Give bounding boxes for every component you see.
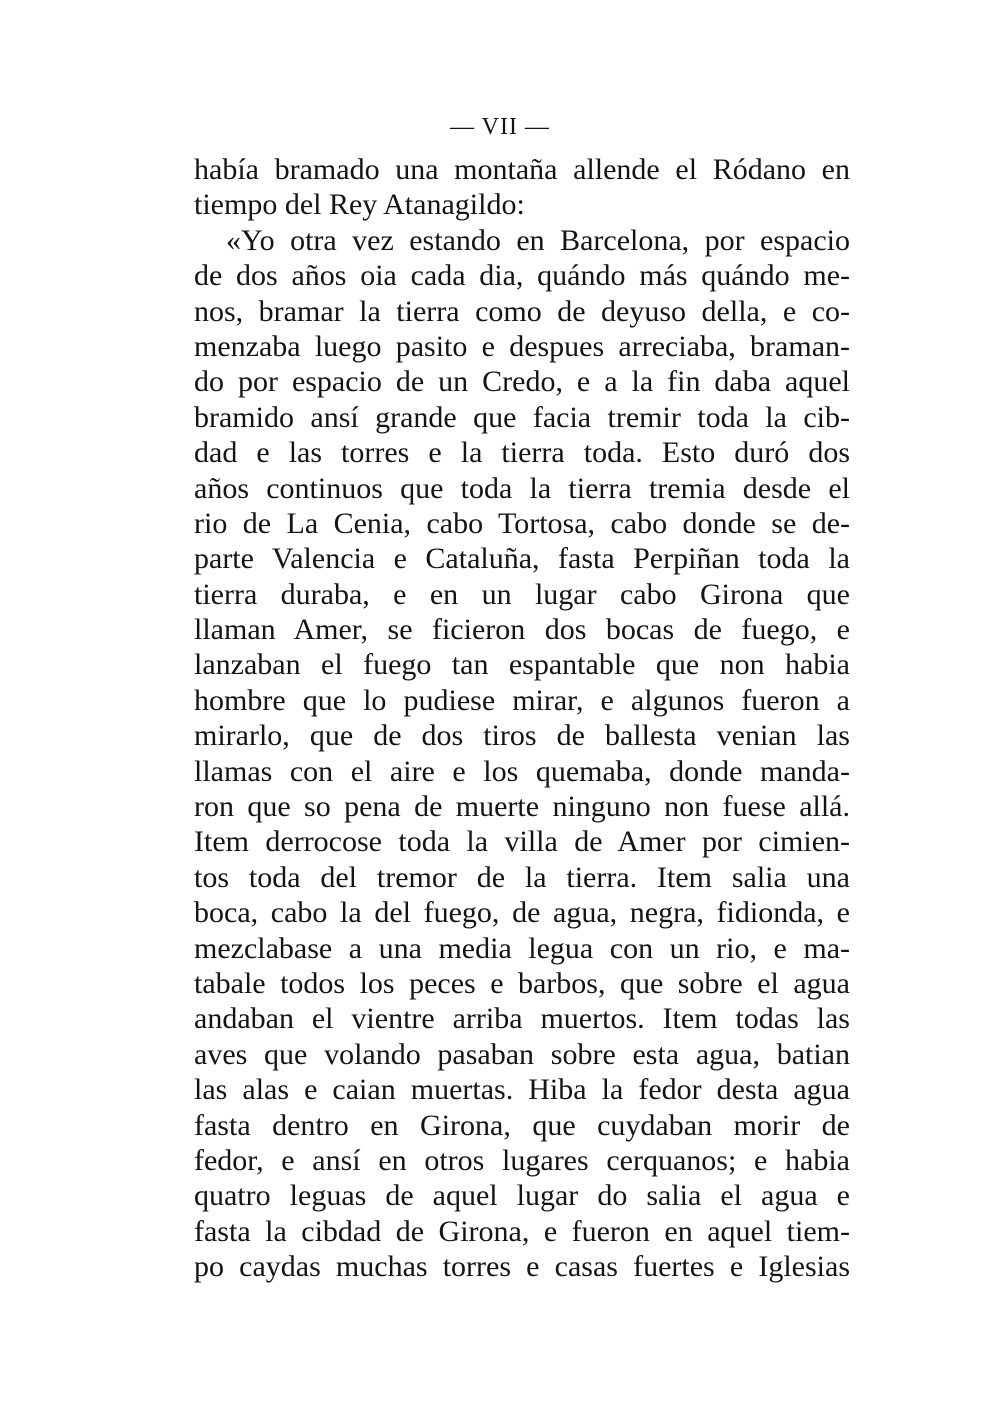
text-line: boca, cabo la del fuego, de agua, negra, fidionda, e [194, 896, 850, 930]
text-line: parte Valencia e Cataluña, fasta Perpiñan toda la [194, 542, 850, 576]
text-line: do por espacio de un Credo, e a la fin daba aquel [194, 365, 850, 399]
text-line: dad e las torres e la tierra toda. Esto duró dos [194, 436, 850, 470]
text-line: años continuos que toda la tierra tremia desde el [194, 471, 850, 505]
text-line: quatro leguas de aquel lugar do salia el agua e [194, 1179, 850, 1213]
text-line: andaban el vientre arriba muertos. Item todas las [194, 1002, 850, 1036]
text-line: las alas e caian muertas. Hiba la fedor desta agua [194, 1073, 850, 1107]
text-line: tabale todos los peces e barbos, que sobre el agua [194, 966, 850, 1000]
text-line: Item derrocose toda la villa de Amer por cimien- [194, 825, 850, 859]
text-line: bramido ansí grande que facia tremir toda la cib- [194, 400, 850, 434]
text-line: aves que volando pasaban sobre esta agua, batian [194, 1037, 850, 1071]
text-line: tierra duraba, e en un lugar cabo Girona que [194, 577, 850, 611]
text-line: mezclabase a una media legua con un rio, e ma- [194, 931, 850, 965]
text-line: rio de La Cenia, cabo Tortosa, cabo donde se de- [194, 506, 850, 540]
text-line: nos, bramar la tierra como de deyuso della, e co- [194, 294, 850, 328]
text-line: fasta la cibdad de Girona, e fueron en aquel tiem- [194, 1214, 850, 1248]
text-line: había bramado una montaña allende el Ródano en [194, 153, 850, 186]
text-line: llamas con el aire e los quemaba, donde manda- [194, 754, 850, 788]
text-line: fasta dentro en Girona, que cuydaban morir de [194, 1108, 850, 1142]
text-line: lanzaban el fuego tan espantable que non habia [194, 648, 850, 682]
text-line: tos toda del tremor de la tierra. Item salia una [194, 860, 850, 894]
body-text [194, 152, 850, 1285]
text-line: tiempo del Rey Atanagildo: [194, 188, 525, 222]
text-line: ron que so pena de muerte ninguno non fuese allá. [194, 790, 850, 824]
text-line: mirarlo, que de dos tiros de ballesta venian las [194, 719, 850, 753]
text-line: fedor, e ansí en otros lugares cerquanos; e habia [194, 1143, 850, 1177]
text-line: menzaba luego pasito e despues arreciaba, braman- [194, 329, 850, 363]
text-line: hombre que lo pudiese mirar, e algunos fueron a [194, 683, 850, 717]
page-number-header: — VII — [450, 114, 550, 140]
text-line: po caydas muchas torres e casas fuertes e Iglesias [194, 1250, 850, 1284]
text-line: de dos años oia cada dia, quándo más quándo me- [194, 259, 850, 293]
text-line: «Yo otra vez estando en Barcelona, por espacio [226, 223, 850, 257]
text-line: llaman Amer, se ficieron dos bocas de fuego, e [194, 613, 850, 647]
